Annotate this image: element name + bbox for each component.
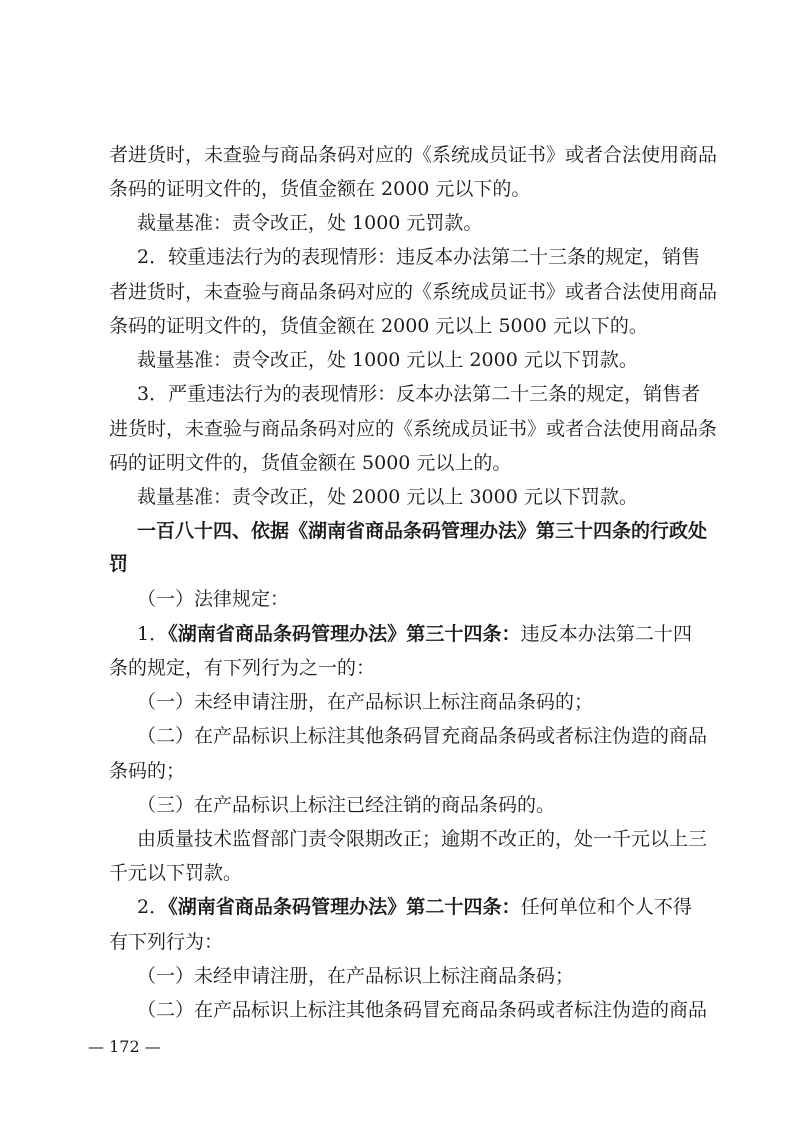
article-line xyxy=(109,622,692,646)
text-line: 者进货时，未查验与商品条码对应的《系统成员证书》或者合法使用商品 xyxy=(109,281,718,303)
text-line: 3．严重违法行为的表现情形：反本办法第二十三条的规定，销售者 xyxy=(137,383,701,405)
text-line: 2．较重违法行为的表现情形：违反本办法第二十三条的规定，销售 xyxy=(137,246,701,268)
text-line: 者进货时，未查验与商品条码对应的《系统成员证书》或者合法使用商品 xyxy=(109,144,718,166)
text-line: （二）在产品标识上标注其他条码冒充商品条码或者标注伪造的商品 xyxy=(137,725,708,747)
text-line: 裁量基准：责令改正，处 1000 元以上 2000 元以下罚款。 xyxy=(137,349,638,371)
article-text: 任何单位和个人不得 xyxy=(520,896,692,918)
text-line: 有下列行为： xyxy=(109,931,224,953)
page-number: — 172 — xyxy=(88,1037,161,1056)
text-line: （二）在产品标识上标注其他条码冒充商品条码或者标注伪造的商品 xyxy=(137,999,708,1021)
text-line: 由质量技术监督部门责令限期改正；逾期不改正的，处一千元以上三 xyxy=(137,828,708,850)
article-text: 违反本办法第二十四 xyxy=(520,623,692,645)
text-line: 千元以下罚款。 xyxy=(109,862,243,884)
text-line: 条码的证明文件的，货值金额在 2000 元以上 5000 元以下的。 xyxy=(109,315,648,337)
article-title: 《湖南省商品条码管理办法》第二十四条： xyxy=(168,896,521,918)
text-line: （三）在产品标识上标注已经注销的商品条码的。 xyxy=(137,794,556,816)
article-title: 《湖南省商品条码管理办法》第三十四条： xyxy=(168,623,521,645)
text-line: 条码的证明文件的，货值金额在 2000 元以下的。 xyxy=(109,178,531,200)
text-line: 条码的； xyxy=(109,760,186,782)
text-line: 条的规定，有下列行为之一的： xyxy=(109,657,376,679)
section-heading: 一百八十四、依据《湖南省商品条码管理办法》第三十四条的行政处 xyxy=(137,520,708,542)
text-line: （一）未经申请注册，在产品标识上标注商品条码的； xyxy=(137,691,594,713)
article-line xyxy=(109,895,692,919)
item-number: 2． xyxy=(137,896,169,918)
section-heading-cont: 罚 xyxy=(109,553,129,575)
text-line: 码的证明文件的，货值金额在 5000 元以上的。 xyxy=(109,452,512,474)
text-line: （一）未经申请注册，在产品标识上标注商品条码； xyxy=(137,965,575,987)
text-line: 裁量基准：责令改正，处 1000 元罚款。 xyxy=(137,212,483,234)
subsection-heading: （一）法律规定： xyxy=(137,588,290,610)
text-line: 裁量基准：责令改正，处 2000 元以上 3000 元以下罚款。 xyxy=(137,486,638,508)
text-line: 进货时，未查验与商品条码对应的《系统成员证书》或者合法使用商品条 xyxy=(109,418,718,440)
item-number: 1． xyxy=(137,623,169,645)
